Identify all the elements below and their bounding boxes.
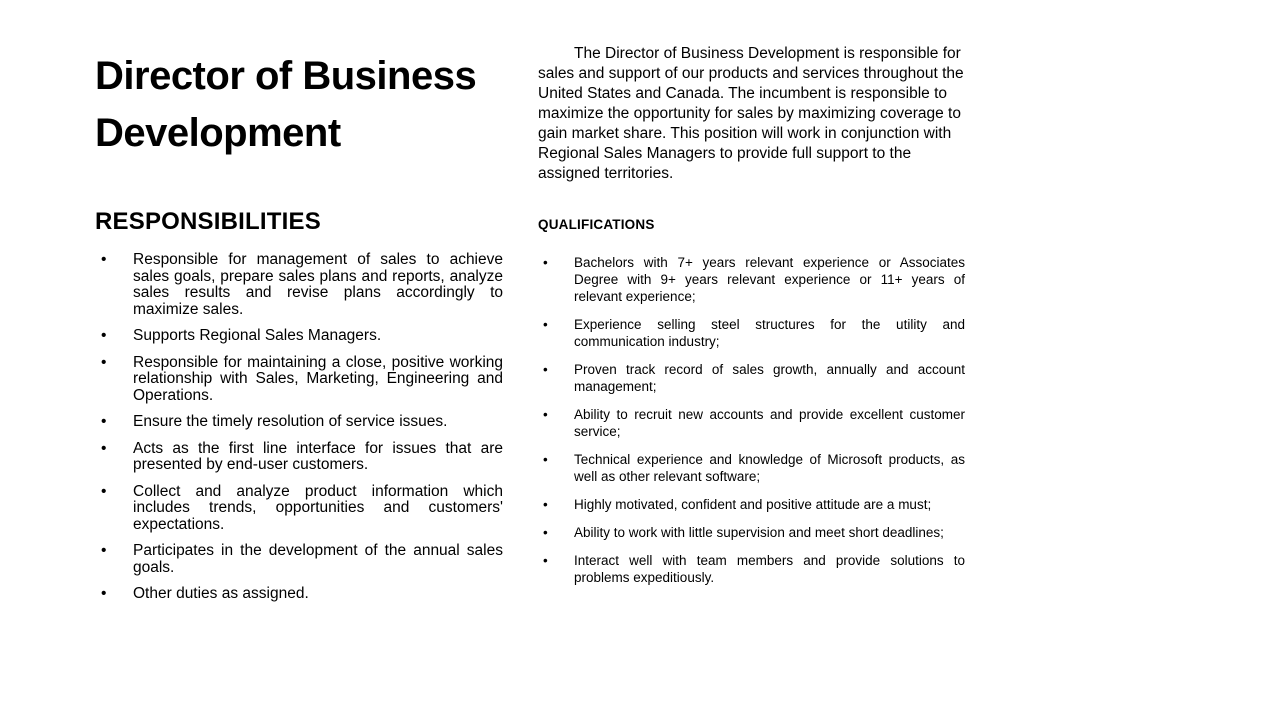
responsibilities-list: [95, 252, 503, 603]
right-column: [538, 44, 965, 586]
list-item: [95, 484, 503, 534]
page-title: Director of Business Development: [95, 54, 477, 155]
bullet-icon: •: [101, 542, 107, 560]
list-item-text: Ensure the timely resolution of service issues.: [133, 413, 448, 431]
qualifications-list: [538, 254, 965, 586]
list-item: [538, 552, 965, 586]
left-column: [95, 48, 503, 603]
bullet-icon: •: [543, 553, 548, 569]
list-item-text: Proven track record of sales growth, annually and account management;: [574, 362, 965, 395]
list-item: [538, 361, 965, 395]
bullet-icon: •: [101, 585, 107, 603]
list-item-text: Participates in the development of the annual sales goals.: [133, 542, 503, 576]
list-item-text: Technical experience and knowledge of Microsoft products, as well as other relevant software;: [574, 452, 965, 485]
bullet-icon: •: [101, 482, 107, 500]
bullet-icon: •: [543, 525, 548, 541]
list-item-text: Other duties as assigned.: [133, 585, 309, 603]
responsibilities-heading: RESPONSIBILITIES: [95, 207, 321, 235]
list-item-text: Acts as the first line interface for issues that are presented by end-user customers.: [133, 439, 503, 474]
list-item-text: Highly motivated, confident and positive attitude are a must;: [574, 497, 932, 513]
intro-paragraph: The Director of Business Development is responsible for sales and support of our products and services throughout the United States and Canada. The incumbent is responsible to maximize the opportunity for sales by maximizing coverage to gain market share. This position will work in conjunction with Regional Sales Managers to provide full support to the assigned territories.: [538, 45, 964, 182]
bullet-icon: •: [101, 251, 107, 269]
list-item: [95, 414, 503, 431]
list-item-text: Supports Regional Sales Managers.: [133, 327, 382, 345]
bullet-icon: •: [543, 255, 548, 271]
list-item-text: Responsible for maintaining a close, positive working relationship with Sales, Marketing, Engineering and Operations.: [133, 353, 503, 404]
list-item: [538, 406, 965, 440]
list-item: [95, 543, 503, 576]
list-item: [538, 524, 965, 541]
list-item: [538, 451, 965, 485]
bullet-icon: •: [101, 439, 107, 457]
list-item-text: Interact well with team members and provide solutions to problems expeditiously.: [574, 553, 965, 586]
bullet-icon: •: [101, 327, 107, 345]
bullet-icon: •: [543, 362, 548, 378]
bullet-icon: •: [543, 407, 548, 423]
list-item: [95, 328, 503, 345]
bullet-icon: •: [101, 353, 107, 371]
list-item-text: Bachelors with 7+ years relevant experience or Associates Degree with 9+ years relevant experience or 11+ years of relevant experience;: [574, 255, 965, 305]
list-item-text: Responsible for management of sales to achieve sales goals, prepare sales plans and reports, analyze sales results and revise plans accordingly to maximize sales.: [133, 251, 503, 318]
bullet-icon: •: [543, 317, 548, 333]
bullet-icon: •: [101, 413, 107, 431]
bullet-icon: •: [543, 452, 548, 468]
list-item-text: Ability to recruit new accounts and provide excellent customer service;: [574, 407, 965, 440]
list-item: [538, 316, 965, 350]
list-item: [95, 441, 503, 474]
list-item-text: Ability to work with little supervision and meet short deadlines;: [574, 525, 944, 541]
list-item: [538, 496, 965, 513]
list-item-text: Collect and analyze product information which includes trends, opportunities and customers' expectations.: [133, 482, 503, 533]
list-item: [95, 355, 503, 405]
qualifications-heading: QUALIFICATIONS: [538, 217, 655, 232]
list-item: [95, 252, 503, 318]
bullet-icon: •: [543, 497, 548, 513]
list-item: [538, 254, 965, 305]
list-item-text: Experience selling steel structures for the utility and communication industry;: [574, 317, 965, 350]
list-item: [95, 586, 503, 603]
